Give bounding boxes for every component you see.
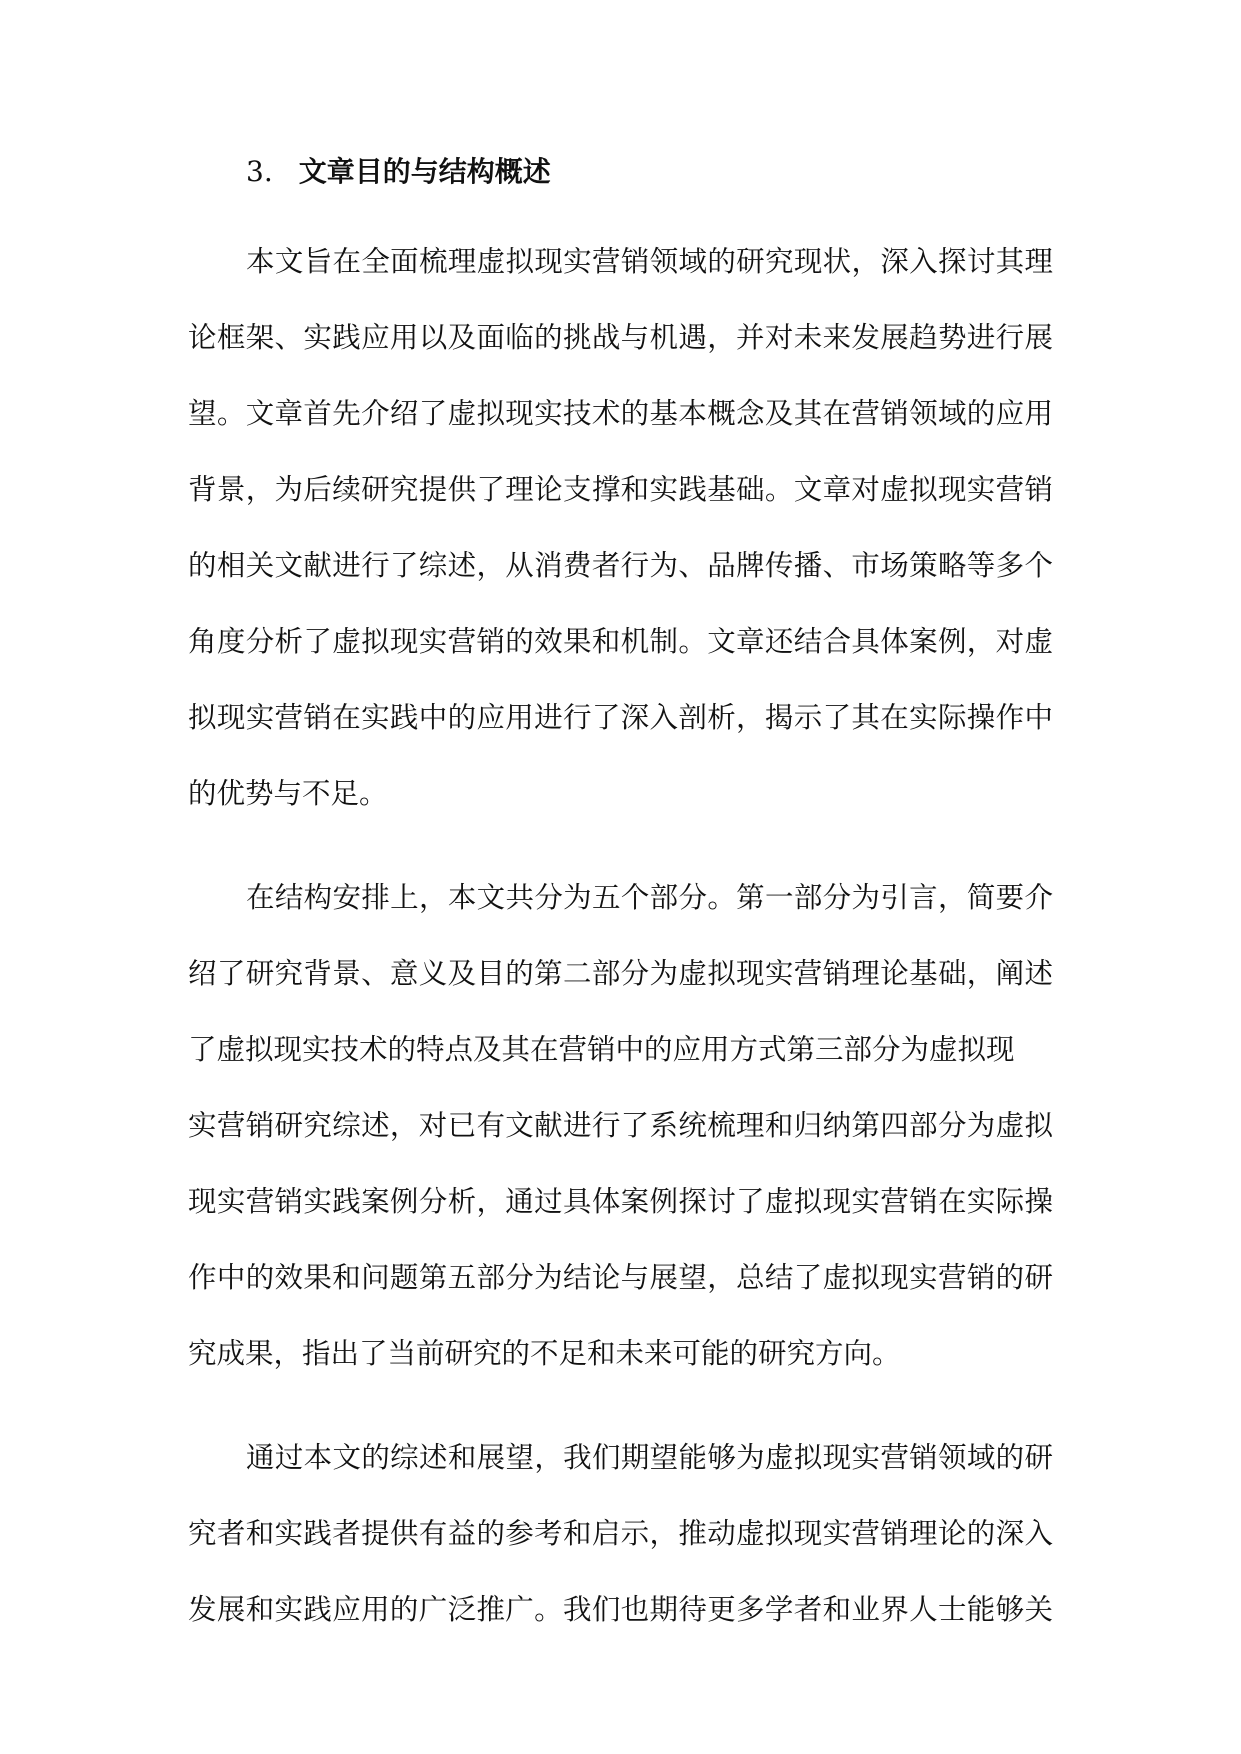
paragraph-line: 背景，为后续研究提供了理论支撑和实践基础。文章对虚拟现实营销 — [188, 473, 1053, 506]
paragraph-line: 望。文章首先介绍了虚拟现实技术的基本概念及其在营销领域的应用 — [188, 397, 1053, 430]
paragraph-outlook — [188, 1420, 1053, 1648]
document-body — [188, 148, 1053, 1676]
paragraph-line: 现实营销实践案例分析，通过具体案例探讨了虚拟现实营销在实际操 — [188, 1185, 1053, 1218]
paragraph-line: 论框架、实践应用以及面临的挑战与机遇，并对未来发展趋势进行展 — [188, 321, 1053, 354]
paragraph-line: 实营销研究综述，对已有文献进行了系统梳理和归纳第四部分为虚拟 — [188, 1109, 1053, 1142]
paragraph-line: 角度分析了虚拟现实营销的效果和机制。文章还结合具体案例，对虚 — [188, 625, 1053, 658]
paragraph-line: 在结构安排上，本文共分为五个部分。第一部分为引言，简要介 — [246, 881, 1053, 914]
paragraph-line: 通过本文的综述和展望，我们期望能够为虚拟现实营销领域的研 — [246, 1441, 1053, 1474]
paragraph-line: 的相关文献进行了综述，从消费者行为、品牌传播、市场策略等多个 — [188, 549, 1053, 582]
paragraph-line: 绍了研究背景、意义及目的第二部分为虚拟现实营销理论基础，阐述 — [188, 957, 1053, 990]
paragraph-line: 的优势与不足。 — [188, 777, 388, 810]
paragraph-purpose — [188, 224, 1053, 832]
section-heading — [188, 148, 1053, 196]
paragraph-line: 拟现实营销在实践中的应用进行了深入剖析，揭示了其在实际操作中 — [188, 701, 1053, 734]
paragraph-structure — [188, 860, 1053, 1392]
paragraph-line: 本文旨在全面梳理虚拟现实营销领域的研究现状，深入探讨其理 — [246, 245, 1053, 278]
section-title: 文章目的与结构概述 — [298, 155, 551, 188]
paragraph-line: 了虚拟现实技术的特点及其在营销中的应用方式第三部分为虚拟现 — [188, 1033, 1015, 1066]
paragraph-line: 究成果，指出了当前研究的不足和未来可能的研究方向。 — [188, 1337, 901, 1370]
paragraph-line: 究者和实践者提供有益的参考和启示，推动虚拟现实营销理论的深入 — [188, 1517, 1053, 1550]
section-number: 3. — [246, 155, 273, 188]
paragraph-line: 作中的效果和问题第五部分为结论与展望，总结了虚拟现实营销的研 — [188, 1261, 1053, 1294]
paragraph-line: 发展和实践应用的广泛推广。我们也期待更多学者和业界人士能够关 — [188, 1593, 1053, 1626]
